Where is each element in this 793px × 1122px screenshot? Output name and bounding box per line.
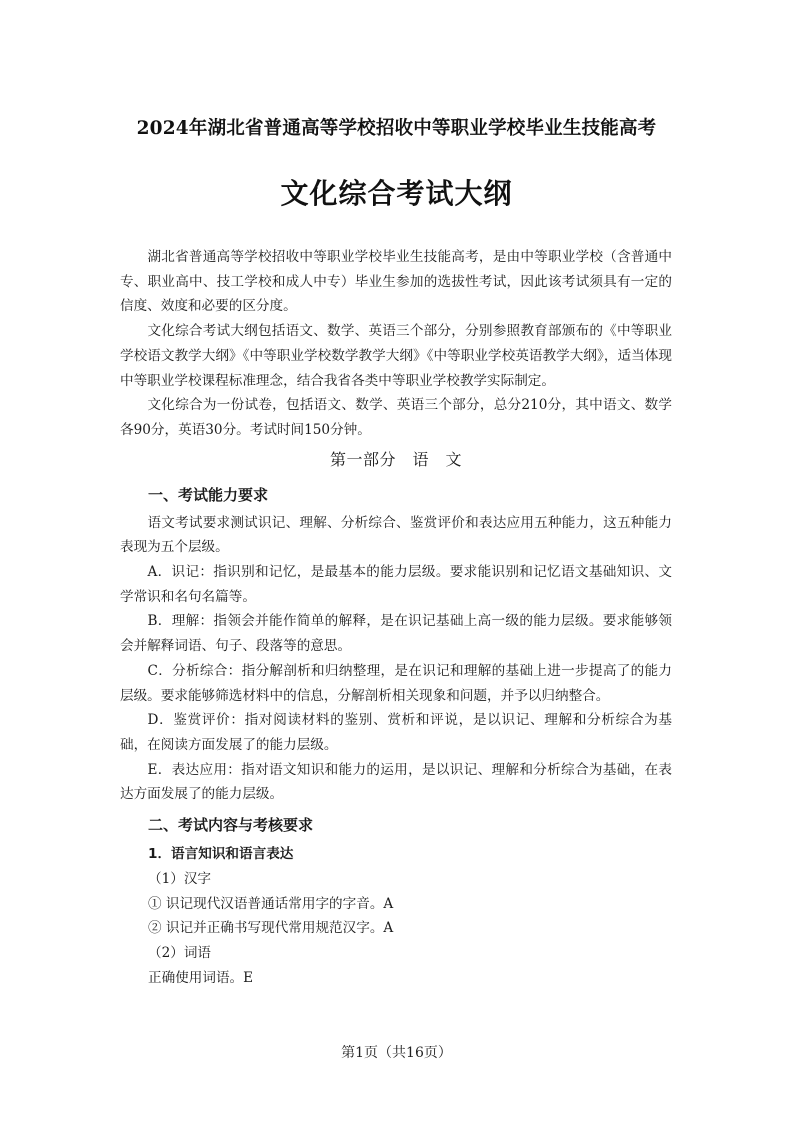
list-item: ② 识记并正确书写现代常用规范汉字。A <box>148 920 394 937</box>
level-e: E．表达应用：指对语文知识和能力的运用，是以识记、理解和分析综合为基础，在表达方面发展了的能力层级。 <box>120 761 672 803</box>
list-item: （2）词语 <box>148 945 212 962</box>
section1-intro: 语文考试要求测试识记、理解、分析综合、鉴赏评价和表达应用五种能力，这五种能力表现为五个层级。 <box>120 514 672 556</box>
section-heading-2: 二、考试内容与考核要求 <box>148 816 314 835</box>
list-item: 正确使用词语。E <box>148 969 254 986</box>
level-b: B．理解：指领会并能作简单的解释，是在识记基础上高一级的能力层级。要求能够领会并解释词语、句子、段落等的意思。 <box>120 613 672 655</box>
list-item: （1）汉字 <box>148 871 212 888</box>
subsection-heading: 1．语言知识和语言表达 <box>148 846 294 863</box>
list-item: ① 识记现代汉语普通话常用字的字音。A <box>148 895 394 912</box>
document-title-line1: 2024年湖北省普通高等学校招收中等职业学校毕业生技能高考 <box>136 118 657 139</box>
intro-paragraph-2: 文化综合考试大纲包括语文、数学、英语三个部分，分别参照教育部颁布的《中等职业学校语文教学大纲》《中等职业学校数学教学大纲》《中等职业学校英语教学大纲》，适当体现中等职业学校课程标准理念，结合我省各类中等职业学校教学实际制定。 <box>120 323 672 389</box>
document-body <box>120 245 672 991</box>
document-title: 文化综合考试大纲 <box>280 177 513 210</box>
section-heading-1: 一、考试能力要求 <box>148 485 269 504</box>
intro-paragraph-1: 湖北省普通高等学校招收中等职业学校毕业生技能高考，是由中等职业学校（含普通中专、职业高中、技工学校和成人中专）毕业生参加的选拔性考试，因此该考试须具有一定的信度、效度和必要的区分度。 <box>120 249 672 315</box>
page-number: 第1页（共16页） <box>341 1045 452 1061</box>
level-d: D．鉴赏评价：指对阅读材料的鉴别、赏析和评说，是以识记、理解和分析综合为基础，在阅读方面发展了的能力层级。 <box>120 712 672 753</box>
part-title: 第一部分 语 文 <box>329 449 462 469</box>
level-a: A．识记：指识别和记忆，是最基本的能力层级。要求能识别和记忆语文基础知识、文学常识和名句名篇等。 <box>120 564 672 605</box>
intro-paragraph-3: 文化综合为一份试卷，包括语文、数学、英语三个部分，总分210分，其中语文、数学各90分，英语30分。考试时间150分钟。 <box>120 397 672 438</box>
level-c: C．分析综合：指分解剖析和归纳整理，是在识记和理解的基础上进一步提高了的能力层级。要求能够筛选材料中的信息，分解剖析相关现象和问题，并予以归纳整合。 <box>120 662 672 704</box>
